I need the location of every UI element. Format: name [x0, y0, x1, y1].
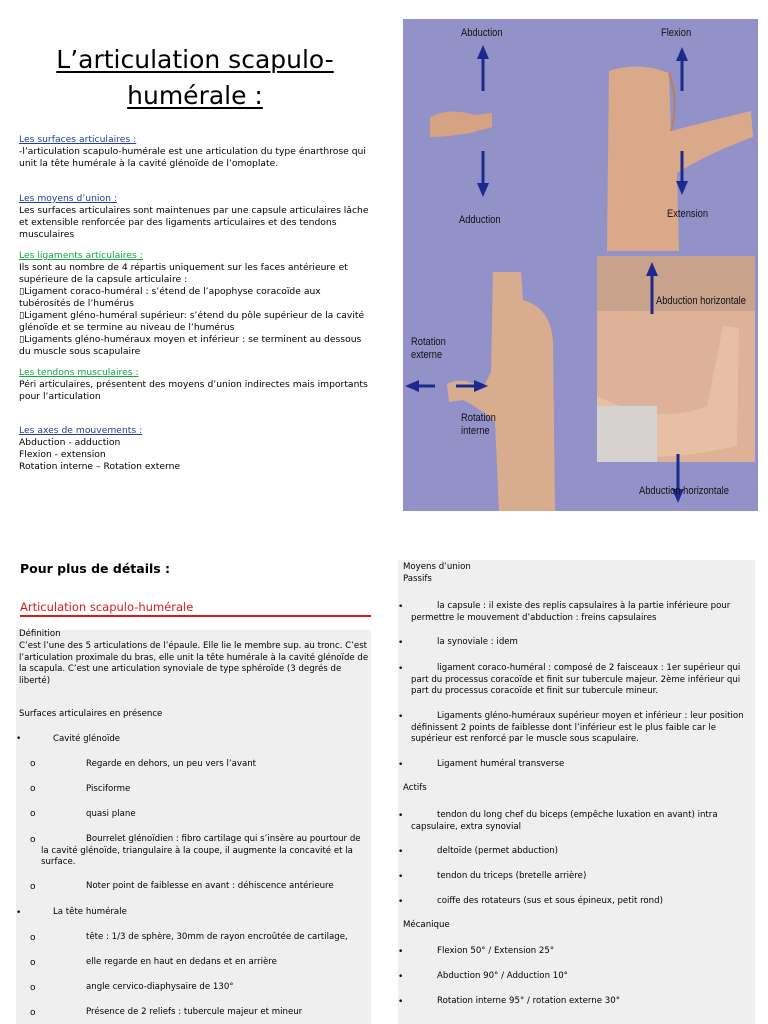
definition-text: C’est l’une des 5 articulations de l’épaule. Elle lie le membre sup. au tronc. C’est l’articulation proximale du bras, elle unit la tête humérale à la cavité glénoïde de la scapula. C’est une articulation synoviale de type sphéroïde (3 degrés de liberté) [19, 641, 369, 686]
list-item: tendon du long chef du biceps (empêche luxation en avant) intra capsulaire, extra synovial [411, 810, 718, 832]
bullet-circle: o [30, 759, 36, 769]
bullet-dot: • [398, 760, 404, 770]
list-item: Abduction 90° / Adduction 10° [437, 971, 568, 981]
label-adduction: Adduction [459, 214, 501, 226]
bullet-dot: • [398, 712, 404, 722]
bullet-dot: • [398, 897, 404, 907]
list-item: Noter point de faiblesse en avant : déhiscence antérieure [86, 881, 334, 891]
title-line-1: L’articulation scapulo- [56, 45, 334, 74]
section-heading: Les moyens d’union : [19, 193, 117, 204]
list-item: la capsule : il existe des replis capsulaires à la partie inférieure pour permettre le mouvement d’abduction : freins capsulaires [411, 601, 731, 623]
bullet-dot: • [398, 811, 404, 821]
bullet-dot: • [398, 847, 404, 857]
list-item: Ligaments gléno-huméraux supérieur moyen et inférieur : leur position définissent 2 points de faiblesse dont l’inférieur est le plus faible car le supérieur est renforcé par le muscle sous scapulaire. [411, 711, 744, 745]
mecanique-heading: Mécanique [403, 920, 450, 930]
list-item: Ligament huméral transverse [437, 759, 565, 769]
list-item: Flexion 50° / Extension 25° [437, 946, 555, 956]
article-title-rule [20, 615, 371, 617]
section-text: -l’articulation scapulo-humérale est une articulation du type énarthrose qui unit la tête humérale à la cavité glénoïde de l’omoplate. [19, 146, 366, 169]
bullet-circle: o [30, 933, 36, 943]
list-item: quasi plane [86, 809, 136, 819]
list-item: Pisciforme [86, 784, 131, 794]
bullet-dot: • [16, 908, 22, 918]
bullet-dot: • [398, 972, 404, 982]
section-moyens [19, 193, 374, 241]
section-heading: Les tendons musculaires : [19, 367, 139, 378]
passifs-heading: Passifs [403, 574, 432, 584]
label-extension: Extension [667, 208, 709, 220]
section-heading: Les ligaments articulaires : [19, 250, 143, 261]
surfaces-label: Surfaces articulaires en présence [19, 709, 163, 719]
bullet-dot: • [398, 602, 404, 612]
label-flexion: Flexion [661, 27, 692, 39]
list-item: ligament coraco-huméral : composé de 2 faisceaux : 1er supérieur qui part du processus coracoïde et finit sur tubercule majeur. 2ème inférieur qui part du processus coracoïde et finit sur tubercule mineur. [411, 663, 741, 697]
section-text: Péri articulaires, présentent des moyens d’union indirectes mais importants pour l’articulation [19, 379, 368, 402]
bullet-dot: • [398, 997, 404, 1007]
section-heading: Les axes de mouvements : [19, 425, 143, 436]
bullet-dot: • [398, 872, 404, 882]
article-title-link[interactable]: Articulation scapulo-humérale [20, 600, 194, 614]
label-rotation-externe: Rotation externe [411, 336, 446, 361]
label-abduction-horizontale-bottom: Abduction horizontale [639, 485, 729, 497]
bullet-circle: o [30, 1008, 36, 1018]
list-item: Présence de 2 reliefs : tubercule majeur et mineur [86, 1007, 303, 1017]
label-rotation-interne: Rotation interne [461, 412, 496, 437]
section-text: Les surfaces articulaires sont maintenues par une capsule articulaires lâche et extensible renforcée par des ligaments articulaires et des tendons musculaires [19, 205, 369, 240]
list-item: elle regarde en haut en dedans et en arrière [86, 957, 277, 967]
list-item: Flexion - extension [19, 449, 106, 460]
list-item: tête : 1/3 de sphère, 30mm de rayon encroûtée de cartilage, [86, 932, 348, 942]
list-item: Rotation interne 95° / rotation externe 30° [437, 996, 620, 1006]
bullet-circle: o [30, 882, 36, 892]
list-item: ▯Ligaments gléno-huméraux moyen et inférieur : se terminent au dessous du muscle sous scapulaire [19, 334, 362, 357]
list-item: Cavité glénoïde [53, 734, 121, 744]
list-item: ▯Ligament coraco-huméral : s’étend de l’apophyse coracoïde aux tubérosités de l’humérus [19, 286, 321, 309]
list-item: Bourrelet glénoïdien : fibro cartilage qui s’insère au pourtour de la cavité glénoïde, triangulaire à la coupe, il augmente la concavité et la surface. [41, 834, 361, 868]
union-heading: Moyens d’union [403, 562, 471, 572]
label-abduction-horizontale-top: Abduction horizontale [656, 295, 746, 307]
section-axes [19, 425, 374, 473]
section-heading: Les surfaces articulaires : [19, 134, 137, 145]
bullet-dot: • [398, 664, 404, 674]
movement-photo-panel [403, 19, 758, 511]
list-item: angle cervico-diaphysaire de 130° [86, 982, 234, 992]
label-abduction: Abduction [461, 27, 503, 39]
bullet-circle: o [30, 983, 36, 993]
section-ligaments [19, 250, 374, 358]
bullet-dot: • [398, 947, 404, 957]
list-item: Rotation interne – Rotation externe [19, 461, 181, 472]
list-item: Regarde en dehors, un peu vers l’avant [86, 759, 257, 769]
actifs-heading: Actifs [403, 783, 427, 793]
bullet-circle: o [30, 958, 36, 968]
list-item: tendon du triceps (bretelle arrière) [437, 871, 587, 881]
bullet-circle: o [30, 784, 36, 794]
section-text: Ils sont au nombre de 4 répartis uniquement sur les faces antérieure et supérieure de la capsule articulaire : [19, 262, 348, 285]
bullet-circle: o [30, 835, 36, 845]
title-line-2: humérale : [127, 81, 263, 110]
section-tendons [19, 367, 374, 403]
section-surfaces [19, 134, 374, 170]
bullet-circle: o [30, 809, 36, 819]
list-item: La tête humérale [53, 907, 127, 917]
list-item: la synoviale : idem [437, 637, 518, 647]
movement-arrows [403, 19, 758, 511]
bullet-dot: • [16, 734, 22, 744]
details-heading: Pour plus de détails : [20, 561, 171, 576]
list-item: Abduction - adduction [19, 437, 121, 448]
bullet-dot: • [398, 638, 404, 648]
list-item: deltoïde (permet abduction) [437, 846, 559, 856]
list-item: ▯Ligament gléno-huméral supérieur: s’étend du pôle supérieur de la cavité glénoïde et se termine au niveau de l’humérus [19, 310, 365, 333]
page-title [10, 42, 380, 114]
definition-label: Définition [19, 629, 61, 639]
list-item: coiffe des rotateurs (sus et sous épineux, petit rond) [437, 896, 663, 906]
